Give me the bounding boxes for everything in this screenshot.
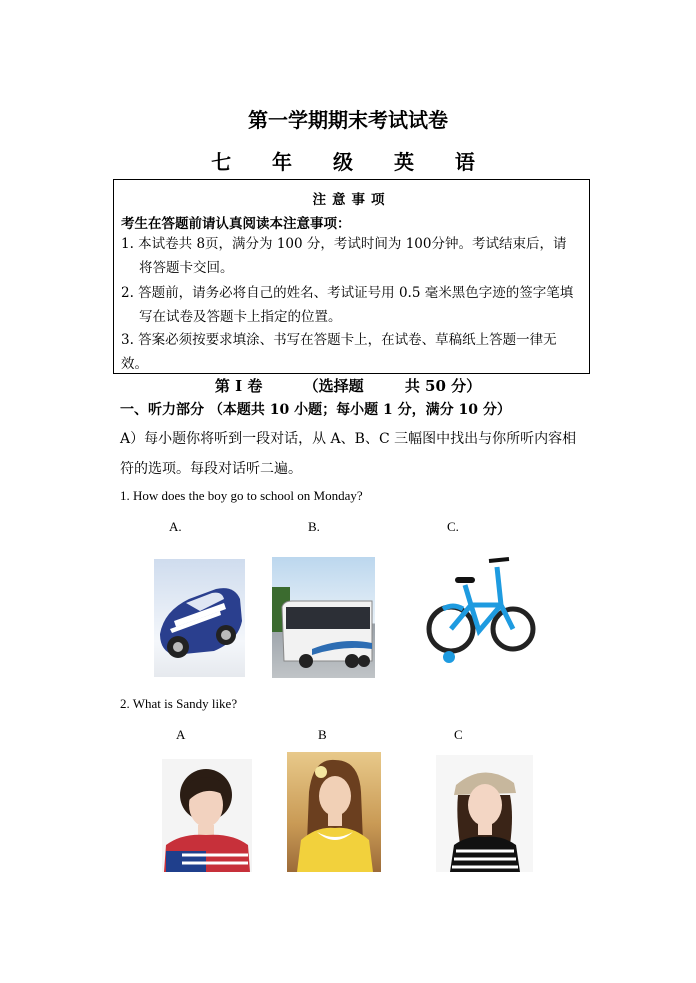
notice-heading: 注意事项 <box>312 192 391 208</box>
notice-subheading: 考生在答题前请认真阅读本注意事项： <box>121 216 351 232</box>
section-part: 第 I 卷 <box>214 377 263 395</box>
section-score: 共 50 分） <box>404 377 482 395</box>
notice-item-rest: 效。 <box>121 356 148 372</box>
notice-item <box>121 281 583 329</box>
sports-car-image <box>154 559 245 677</box>
q1-option-a-label: A. <box>169 519 182 534</box>
notice-item-first: 1. 本试卷共 8页，满分为 100 分，考试时间为 100分钟。考试结束后，请 <box>121 236 567 252</box>
q2-option-c-label: C <box>454 727 463 742</box>
bicycle-image <box>413 549 549 680</box>
girl-short-hair-image <box>162 759 252 872</box>
question-1: 1. How does the boy go to school on Monday? <box>120 488 363 503</box>
page-subtitle: 七 年 级 英 语 <box>211 150 485 174</box>
bus-image <box>272 557 375 678</box>
section-heading <box>0 375 696 396</box>
section-type: （选择题 <box>303 377 364 395</box>
q1-option-c-label: C. <box>447 519 459 534</box>
q2-option-b-label: B <box>318 727 327 742</box>
notice-item-first: 2. 答题前，请务必将自己的姓名、考试证号用 0.5 毫米黑色字迹的签字笔填 <box>121 285 574 301</box>
listening-instruction: A）每小题你将听到一段对话，从 A、B、C 三幅图中找出与你所听内容相符的选项。每段对话听二遍。 <box>120 431 577 477</box>
listening-heading: 一、听力部分 （本题共 10 小题；每小题 1 分，满分 10 分） <box>120 402 511 418</box>
question-2: 2. What is Sandy like? <box>120 696 238 711</box>
q1-option-b-label: B. <box>308 519 320 534</box>
notice-item-rest: 写在试卷及答题卡上指定的位置。 <box>139 309 342 325</box>
girl-long-hair-image <box>287 752 381 872</box>
notice-item-first: 3. 答案必须按要求填涂、书写在答题卡上，在试卷、草稿纸上答题一律无 <box>121 332 557 348</box>
page-title: 第一学期期末考试试卷 <box>248 108 448 132</box>
notice-item-rest: 将答题卡交回。 <box>139 260 234 276</box>
notice-box <box>113 179 590 374</box>
q2-option-a-label: A <box>176 727 186 742</box>
notice-item <box>121 328 583 376</box>
girl-with-cap-image <box>436 755 533 872</box>
notice-item <box>121 232 583 280</box>
